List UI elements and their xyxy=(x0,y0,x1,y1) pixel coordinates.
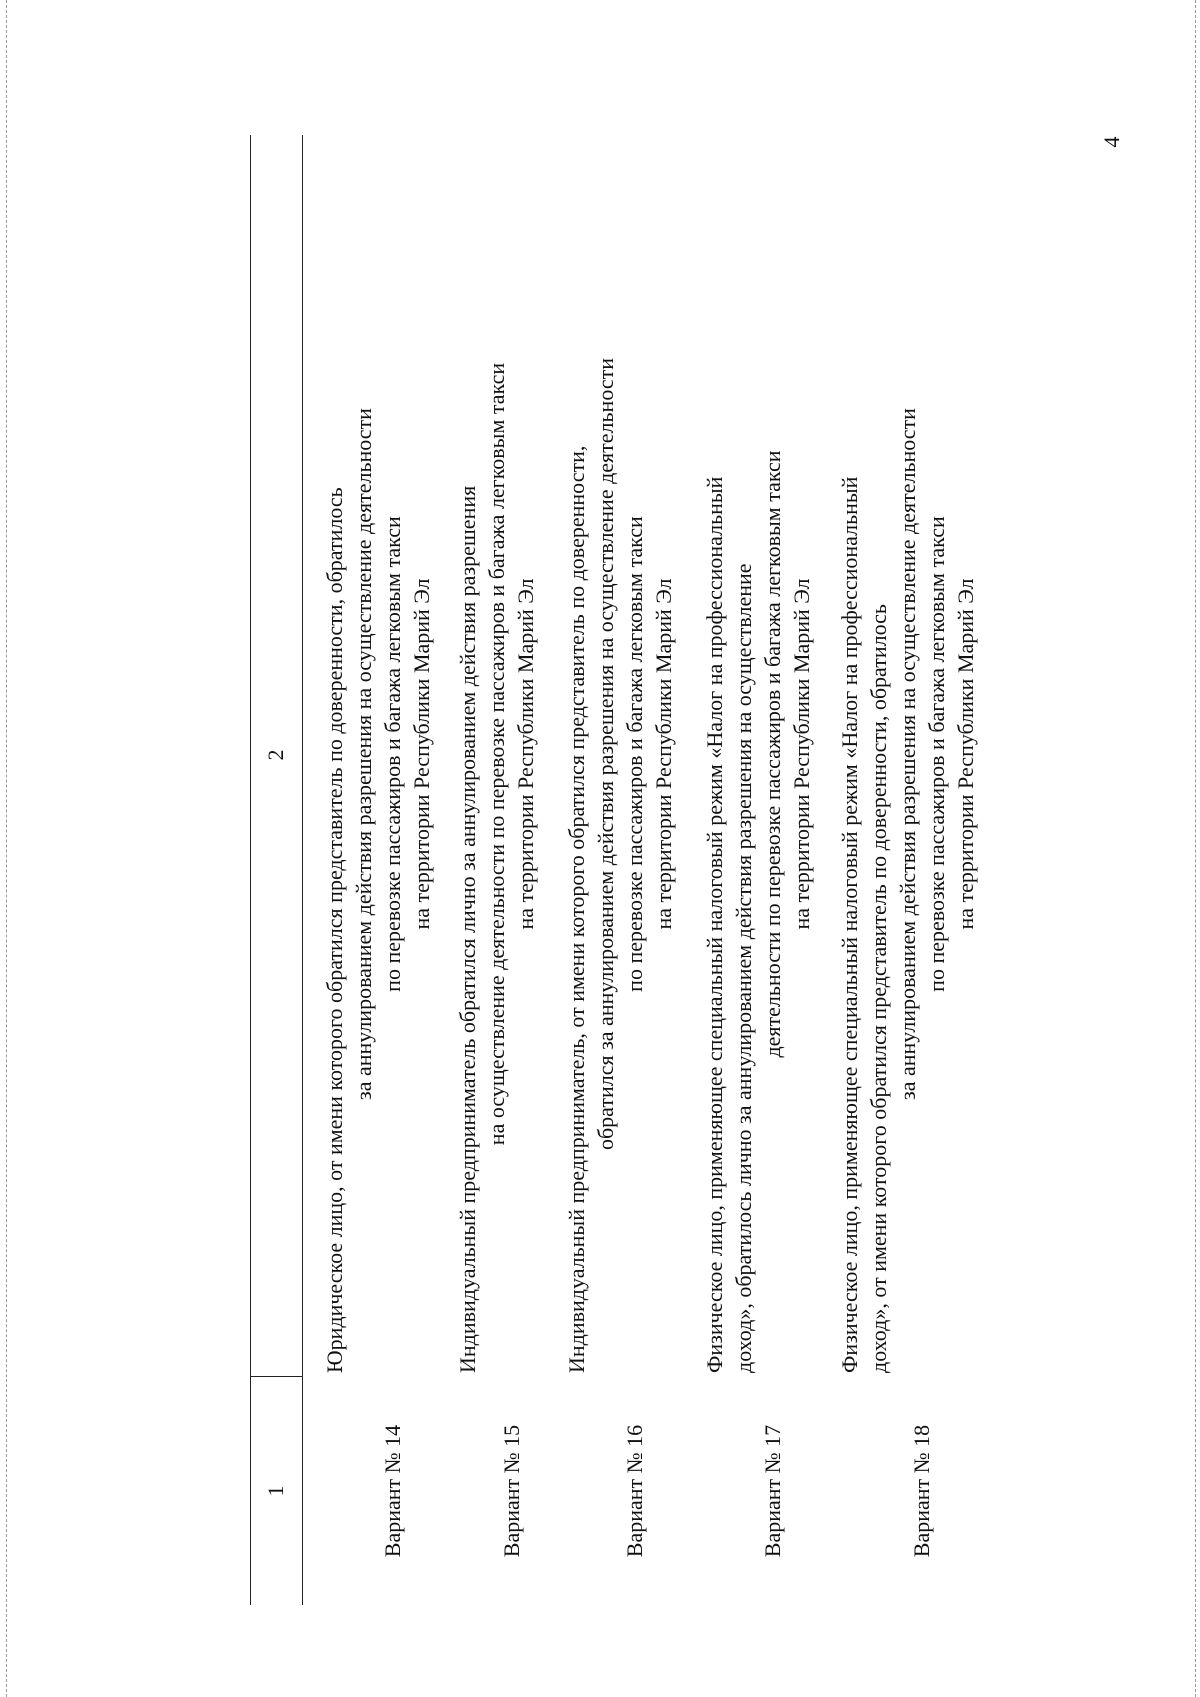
description-line: по перевозке пассажиров и багажа легковым такси xyxy=(380,516,405,992)
description-line: Индивидуальный предприниматель, от имени которого обратился представитель по доверенности, xyxy=(564,445,589,1373)
variant-label: Вариант № 18 xyxy=(909,1424,934,1558)
variant-description xyxy=(320,135,436,1373)
description-line: Физическое лицо, применяющее специальный налоговый режим «Налог на профессиональный xyxy=(702,476,727,1373)
variant-label: Вариант № 16 xyxy=(622,1424,647,1558)
page-number: 4 xyxy=(1099,136,1124,148)
description-line: доход», обратилось лично за аннулированием действия разрешения на осуществление xyxy=(731,563,756,1373)
variant-description xyxy=(453,135,540,1373)
description-line: на территории Республики Марий Эл xyxy=(513,578,538,930)
table-header-rule xyxy=(302,135,303,1605)
column-header-2: 2 xyxy=(263,749,288,761)
variant-label: Вариант № 15 xyxy=(499,1424,524,1558)
description-line: обратился за аннулированием действия разрешения на осуществление деятельности xyxy=(593,357,618,1151)
description-line: на территории Республики Марий Эл xyxy=(409,578,434,930)
description-line: Индивидуальный предприниматель обратился лично за аннулированием действия разрешения xyxy=(455,485,480,1373)
column-header-1: 1 xyxy=(263,1485,288,1497)
description-line: на территории Республики Марий Эл xyxy=(789,578,814,930)
variant-label: Вариант № 17 xyxy=(760,1424,785,1558)
description-line: по перевозке пассажиров и багажа легковым такси xyxy=(924,516,949,992)
description-line: за аннулированием действия разрешения на осуществление деятельности xyxy=(895,408,920,1100)
variants-table xyxy=(250,135,978,1605)
variant-description xyxy=(700,135,816,1373)
variant-description xyxy=(562,135,678,1373)
description-line: по перевозке пассажиров и багажа легковым такси xyxy=(622,516,647,992)
description-line: на территории Республики Марий Эл xyxy=(651,578,676,930)
description-line: на осуществление деятельности по перевозке пассажиров и багажа легковым такси xyxy=(484,362,509,1146)
scan-border-right xyxy=(1195,0,1196,1697)
scan-border-left xyxy=(6,0,7,1697)
variant-label: Вариант № 14 xyxy=(380,1424,405,1558)
description-line: доход», от имени которого обратился представитель по доверенности, обратилось xyxy=(866,604,891,1373)
description-line: деятельности по перевозке пассажиров и багажа легковым такси xyxy=(760,450,785,1058)
description-line: Физическое лицо, применяющее специальный налоговый режим «Налог на профессиональный xyxy=(837,476,862,1373)
variant-description xyxy=(835,135,980,1373)
description-line: за аннулированием действия разрешения на осуществление деятельности xyxy=(351,408,376,1100)
description-line: на территории Республики Марий Эл xyxy=(953,578,978,930)
description-line: Юридическое лицо, от имени которого обратился представитель по доверенности, обратилось xyxy=(322,487,347,1373)
